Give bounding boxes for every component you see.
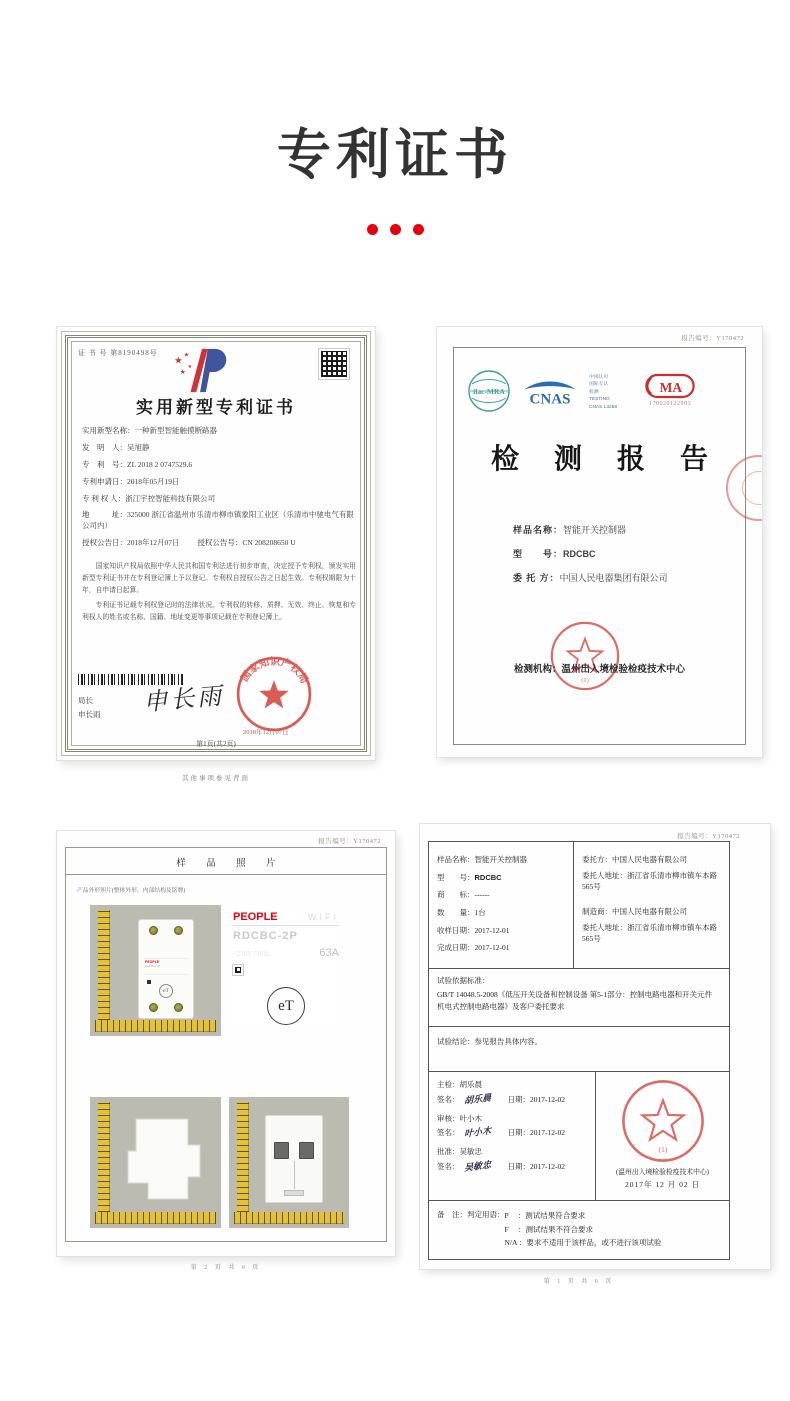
report-title: 检 测 报 告 — [490, 444, 722, 475]
svg-text:(1): (1) — [581, 676, 589, 684]
field-label: 样品名称： — [513, 525, 564, 535]
certificate-number: 证 书 号 第8190498号 — [78, 349, 158, 357]
decorative-dots — [0, 222, 790, 240]
notes-list — [505, 1209, 662, 1251]
ruler-icon — [95, 1212, 216, 1224]
field-value: RDCBC — [563, 549, 596, 559]
cma-logo-icon — [643, 372, 697, 400]
standard-text: GB/T 14048.5-2008《低压开关设备和控制设备 第5-1部分：控制电路电器和开关元件 机电式控制电路电器》及客户委托要求 — [437, 990, 713, 1011]
nameplate-brand: PEOPLE — [233, 911, 278, 923]
field-label: 专 利 号： — [82, 459, 127, 469]
device-photo-bottom — [229, 1097, 349, 1228]
note-item: P ：测试结果符合要求 — [504, 1211, 586, 1220]
svg-text:★: ★ — [174, 355, 183, 367]
device-nameplate-band — [143, 958, 189, 975]
director-title: 局长 — [78, 696, 93, 705]
agency-name: 温州出入境检验检疫技术中心 — [561, 665, 686, 675]
seal-cell — [596, 1072, 729, 1200]
qr-code-icon — [319, 349, 349, 379]
ruler-icon — [98, 910, 110, 1020]
field-value: CN 208208650 U — [242, 538, 296, 548]
director-block — [78, 694, 101, 723]
device-photo-front — [90, 905, 221, 1036]
svg-text:★: ★ — [183, 352, 189, 359]
table-row-standard — [429, 968, 729, 1026]
svg-text:MA: MA — [659, 379, 683, 395]
field-label: 型 号： — [513, 549, 564, 559]
certificate-back-note: 其他事项参见背面 — [182, 775, 250, 782]
svg-text:★: ★ — [179, 368, 186, 376]
device-brand: PEOPLE — [145, 960, 160, 964]
screw-terminal-icon — [174, 926, 183, 935]
svg-text:★: ★ — [187, 365, 192, 371]
note-item: N/A ：要求不适用于该样品，或不进行该项试验 — [504, 1238, 662, 1247]
ruler-icon — [95, 1020, 216, 1032]
patent-certificate-scan — [57, 327, 375, 760]
field-label: 委 托 方： — [513, 573, 560, 583]
field-value: 325000 浙江省温州市乐清市柳市镇象阳工业区（乐清市中驰电气有限公司内） — [82, 510, 354, 531]
device-photo-side — [90, 1097, 221, 1228]
qr-code-icon — [233, 965, 243, 975]
table-row-notes — [429, 1200, 729, 1259]
field-value: 2018年12月07日 — [127, 538, 180, 548]
body-paragraph-2: 专利证书记载专利权登记时的法律状况。专利权的转移、质押、无效、终止、恢复和专利权人的姓名或名称、国籍、地址变更等事项记载在专利登记簿上。 — [82, 601, 356, 621]
report-table — [428, 841, 730, 1260]
sample-info-cell: 样品名称：智能开关控制器 型 号：RDCBC 商 标：------ 数 量：1台 收样日期：2017-12-01 完成日期：2017-12-01 — [429, 842, 574, 968]
photos-title: 样 品 照 片 — [176, 859, 285, 869]
handwritten-signature: 叶小木 — [463, 1125, 491, 1140]
circuit-breaker-side — [118, 1111, 210, 1211]
cnas-logo-icon — [519, 377, 581, 409]
breaker-window-icon — [274, 1142, 289, 1159]
screw-terminal-icon — [149, 926, 158, 935]
breaker-window-icon — [299, 1142, 314, 1159]
field-value: 2018年05月19日 — [127, 476, 180, 486]
test-report-cover-scan — [437, 327, 762, 757]
signature-group: 主检：胡乐晨 签名： 胡乐晨 日期：2017-12-02 — [437, 1079, 589, 1107]
field-label: 专 利 权 人： — [82, 493, 126, 503]
test-report-table-scan — [420, 824, 770, 1269]
svg-text:国家知识产权局: 国家知识产权局 — [239, 656, 310, 686]
standard-label: 试验依据标准： — [437, 976, 490, 985]
report-number: 报告编号：Y170472 — [677, 833, 740, 840]
sample-photos-scan — [57, 831, 395, 1256]
testing-agency-line — [437, 661, 762, 675]
inspection-seal-icon — [549, 620, 621, 692]
field-label: 授权公告日： — [82, 538, 127, 548]
agency-label: 检测机构： — [513, 665, 562, 675]
field-label: 授权公告号： — [197, 538, 243, 548]
nameplate-wifi-label: WIFI — [308, 912, 339, 922]
ruler-icon — [98, 1102, 110, 1212]
ruler-icon — [234, 1212, 344, 1224]
screw-terminal-icon — [174, 1003, 183, 1012]
report-page-footer: 第 1 页 共 6 页 — [543, 1279, 615, 1285]
nameplate-model: RDCBC-2P — [233, 930, 298, 942]
certificate-page-number: 第1页(共2页) — [196, 740, 236, 748]
field-label: 地 址： — [82, 510, 127, 520]
svg-text:ilac-MRA: ilac-MRA — [473, 387, 505, 396]
seal-date: 2018年12月07日 — [243, 729, 289, 736]
field-label: 实用新型名称： — [82, 426, 135, 435]
signatures-cell — [429, 1072, 596, 1200]
report-number: 报告编号：Y170472 — [318, 838, 381, 845]
field-label: 发 明 人： — [82, 442, 127, 452]
ilac-mra-logo-icon — [467, 369, 511, 413]
field-value: 一种新型智能触摸断路器 — [134, 426, 217, 435]
handwritten-signature: 胡乐晨 — [463, 1092, 491, 1106]
field-value: ZL 2018 2 0747529.6 — [127, 459, 193, 469]
page-title: 专利证书 — [277, 125, 513, 185]
seal-date: 2017年 12 月 02 日 — [625, 1180, 700, 1189]
circuit-breaker-front — [138, 919, 194, 1019]
cma-number: 170020122903 — [649, 401, 691, 407]
nameplate-closeup — [233, 911, 339, 1025]
seal-agency-name: (温州出入境检验检疫技术中心) — [616, 1169, 709, 1176]
body-paragraph-1: 国家知识产权局依照中华人民共和国专利法进行初步审查，决定授予专利权，颁发实用新型专利证书并在专利登记簿上予以登记。专利权自授权公告之日起生效。专利权期限为十年，自申请日起算。 — [82, 563, 356, 595]
director-name: 申长雨 — [78, 710, 101, 720]
signature-group: 审核：叶小木 签名： 叶小木 日期：2017-12-02 — [437, 1113, 589, 1141]
conclusion-text: 参见报告具体内容。 — [474, 1037, 542, 1046]
et-logo-icon: eT — [267, 987, 305, 1025]
screw-terminal-icon — [149, 1003, 158, 1012]
photos-page-footer: 第 2 页 共 6 页 — [190, 1265, 262, 1271]
cnipa-patent-logo-icon — [173, 347, 231, 395]
device-model: RDCBC-2P — [145, 964, 161, 968]
cnipa-seal-icon — [235, 655, 313, 733]
signature-group: 批准：吴敏忠 签名： 吴敏忠 日期：2017-12-02 — [437, 1146, 589, 1174]
indicator-dot-icon — [147, 980, 151, 984]
note-item: F ：测试结果不符合要求 — [504, 1224, 594, 1234]
director-signature: 申长雨 — [142, 683, 226, 717]
table-row-sample-info — [429, 842, 729, 968]
field-value: 吴旭静 — [127, 442, 150, 452]
et-logo-icon: eT — [159, 984, 173, 998]
certificate-title: 实用新型专利证书 — [136, 398, 296, 417]
agency-seal-icon — [620, 1078, 706, 1164]
certificate-fields — [82, 426, 356, 555]
conclusion-label: 试验结论： — [437, 1037, 475, 1046]
field-label: 专利申请日： — [82, 476, 127, 486]
svg-text:CNAS: CNAS — [529, 391, 571, 408]
nameplate-rating: ~230V/50Hz — [233, 950, 270, 958]
cnas-accreditation-text: 中国认可 国际互认 检测 TESTING CNAS L3258 — [589, 375, 617, 410]
report-fields — [513, 523, 668, 595]
breaker-handle-icon — [284, 1190, 304, 1196]
circuit-breaker-front2 — [265, 1115, 323, 1203]
nameplate-current: 63A — [319, 947, 339, 959]
svg-text:(1): (1) — [658, 1144, 668, 1154]
handwritten-signature: 吴敏忠 — [463, 1159, 491, 1173]
report-number: 报告编号：Y170472 — [681, 335, 744, 342]
notes-label: 备 注：判定用语： — [437, 1210, 505, 1219]
ruler-icon — [237, 1102, 249, 1212]
table-row-signatures — [429, 1071, 729, 1200]
field-value: 中国人民电器集团有限公司 — [559, 573, 668, 583]
certificate-body-text — [82, 561, 356, 626]
client-info-cell: 委托方：中国人民电器有限公司 委托人地址：浙江省乐清市柳市镇车本路565号 制造商：中国人民电器有限公司 委托人地址：浙江省乐清市柳市镇车本路565号 — [582, 855, 717, 944]
field-value: 浙江宇控智能科技有限公司 — [125, 493, 216, 503]
photos-caption: 产品外形照片(整体外形、内部结构及铭牌) — [77, 888, 186, 894]
table-row-conclusion — [429, 1026, 729, 1071]
field-value: 智能开关控制器 — [563, 525, 627, 535]
